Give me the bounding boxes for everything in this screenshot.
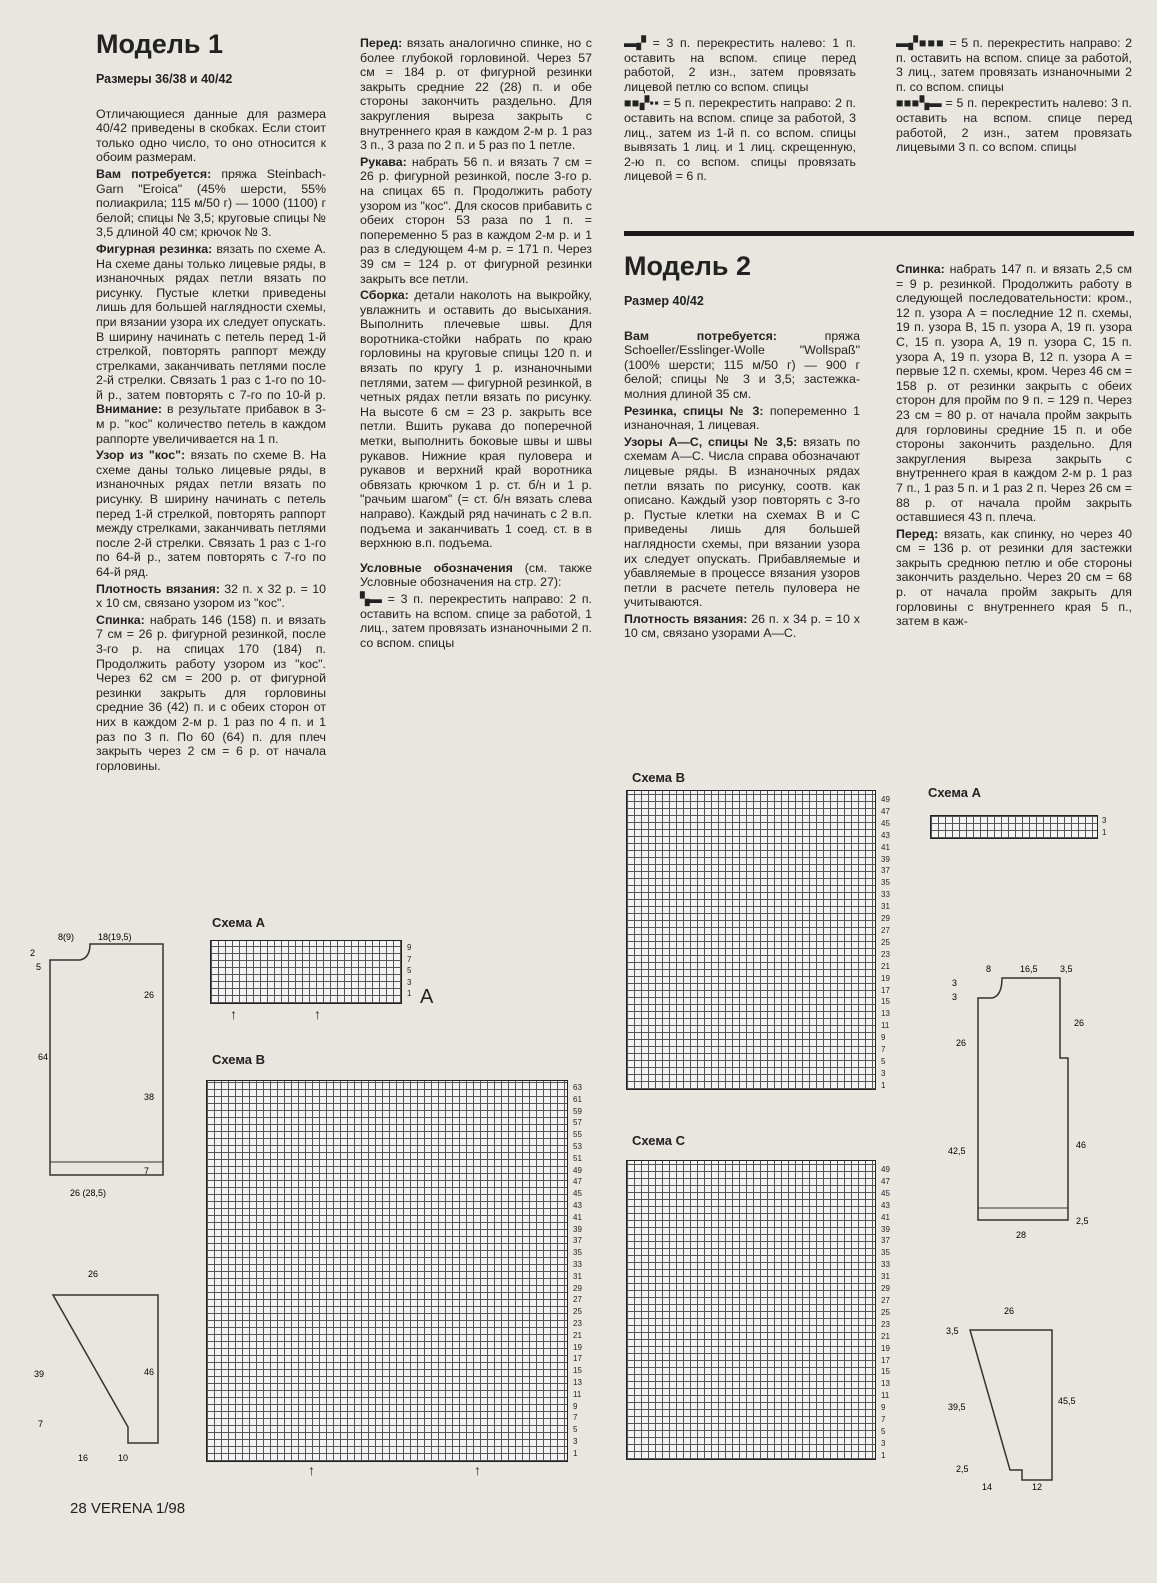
row-number: 43 — [881, 830, 890, 840]
row-number: 7 — [881, 1045, 886, 1055]
dim-lower-left: 42,5 — [948, 1146, 966, 1156]
row-number: 63 — [573, 1083, 582, 1092]
cross-left-3-icon: ▬▞ — [624, 36, 646, 50]
row-number: 39 — [881, 1224, 890, 1234]
section-divider — [624, 231, 1134, 236]
model2-schema-c-rows — [881, 1164, 890, 1462]
repeat-arrow-icon: ↑ — [474, 1462, 481, 1478]
row-number: 37 — [881, 866, 890, 876]
model1-legend-4: ▬▞■■■ = 5 п. перекрестить направо: 2 п. оставить на вспом. спице за работой, 3 лиц., затем провязать изнаночными 2 п. со вспом. спицы — [896, 36, 1132, 94]
row-number: 13 — [881, 1379, 890, 1389]
row-number: 61 — [573, 1094, 582, 1104]
row-number: 47 — [881, 806, 890, 816]
row-number: 15 — [881, 997, 890, 1007]
row-number: 11 — [881, 1021, 890, 1031]
repeat-arrow-icon: ↑ — [314, 1006, 321, 1022]
model1-legend-2: ▬▞ = 3 п. перекрестить налево: 1 п. оставить на вспом. спице перед работой, 2 изн., затем провязать лицевой петлю со вспом. спицы — [624, 36, 856, 94]
dim-width: 26 (28,5) — [70, 1188, 107, 1198]
model1-front: Перед: вязать аналогично спинке, но с более глубокой горловиной. Через 57 см = 184 р. от фигурной резинки закрыть средние 22 (28) п. и обе стороны закончить раздельно. Для закругления выреза закрыть с внутреннего края в каждом 2-м р. 1 раз 3 п., 3 раза по 2 п. и 5 раз по 1 петле. — [360, 36, 592, 153]
row-number: 11 — [881, 1391, 890, 1401]
row-number: 47 — [881, 1176, 890, 1186]
dim-upper-left: 26 — [956, 1038, 967, 1048]
dim-sleeve-bottom-r: 12 — [1032, 1482, 1043, 1492]
model1-assembly: Сборка: детали наколоть на выкройку, увлажнить и оставить до высыхания. Выполнить плечевые швы. Для воротника-стойки набрать по краю горловины на круговые спицы 120 п. и вязать по кругу 1 р. изнаночными петлями, затем — фигурной резинкой, в четных рядах петли вязать по рисунку. На высоте 6 см = 23 р. закрыть все петли. Вшить рукава до поперечной метки, выполнить боковые швы и швы рукавов. Нижние края пуловера и рукавов и верхний край воротника обвязать крючком 1 р. ст. б/н и 1 р. "рачьим шагом" (= ст. б/н вязать слева направо). Каждый ряд начинать с 2 в.п. подъема и заканчивать 1 соед. ст. в в верхнюю в.п. подъема. — [360, 288, 592, 551]
model2-need: Вам потребуется: пряжа Schoeller/Esslinger-Wolle "Wollspaß" (100% шерсти; 115 м/50 г) — 900 г белой; спицы № 3 и 3,5; застежка-молния длиной 35 см. — [624, 328, 860, 401]
row-number: 43 — [573, 1200, 582, 1210]
model1-column-3 — [624, 36, 856, 186]
row-number: 31 — [881, 902, 890, 912]
page-footer: 28 VERENA 1/98 — [70, 1500, 186, 1517]
row-number: 25 — [881, 1307, 890, 1317]
model2-schema-c-label: Схема С — [632, 1133, 686, 1148]
row-number: 27 — [881, 1295, 890, 1305]
row-number: 29 — [881, 1284, 890, 1294]
model1-legend-3: ■■▞▪▪ = 5 п. перекрестить направо: 2 п. оставить на вспом. спице за работой, 3 лиц., затем из 1-й п. со вспом. спицы вывязать 1 лиц. и 1 лиц. скрещенную, 2-ю п. со вспом. спицы провязать лицевой = 6 п. — [624, 96, 856, 184]
dim-sleeve-bottom-r: 10 — [118, 1453, 129, 1463]
row-number: 13 — [573, 1377, 582, 1387]
model1-intro: Отличающиеся данные для размера 40/42 приведены в скобках. Если стоит только одно число, то оно относится к обоим размерам. — [96, 106, 326, 165]
row-number: 33 — [573, 1259, 582, 1269]
model2-schema-a-grid — [930, 815, 1098, 839]
dim-lower-height: 38 — [144, 1092, 155, 1102]
cross-right-5-twist-icon: ■■▞▪▪ — [624, 96, 660, 111]
dim-shoulder-width: 18(19,5) — [98, 932, 132, 942]
row-number: 41 — [573, 1212, 582, 1222]
model1-cables: Узор из "кос": вязать по схеме В. На схеме даны только лицевые ряды, в изнаночных рядах петли вязать по рисунку. В ширину начинать с петель перед 1-й стрелкой, повторять раппорт между стрелками, заканчивать петлями после 2-й стрелки. Связать 1 раз с 1-го по 64-й р., затем повторять с 7-го по 64-й ряд. — [96, 448, 326, 579]
row-number: 23 — [573, 1318, 582, 1328]
dim-neck-depth-2: 3 — [952, 992, 958, 1002]
row-number: 23 — [881, 949, 890, 959]
dim-sleeve-right: 46 — [144, 1367, 155, 1377]
row-number: 49 — [881, 795, 890, 804]
row-number: 41 — [881, 1212, 890, 1222]
row-number: 39 — [881, 854, 890, 864]
model1-sleeves: Рукава: набрать 56 п. и вязать 7 см = 26 р. фигурной резинкой, после 3-го р. на спицах 65 п. Продолжить работу узором из "кос". Для скосов прибавить с обеих сторон 53 раза по 1 п. = попеременно 5 раз в каждом 2-м р. и 1 раз в следующем 4-м р. = 171 п. Через 39 см = 124 р. от фигурной резинки закрыть все петли. — [360, 154, 592, 286]
cross-left-5-icon: ■■■▚▬ — [896, 96, 942, 111]
model1-column-1 — [96, 28, 326, 775]
model1-legend-5: ■■■▚▬ = 5 п. перекрестить налево: 3 п. оставить на вспом. спице перед работой, 2 изн., затем провязать лицевыми 3 п. со вспом. спицы — [896, 96, 1132, 155]
dim-neck-depth: 3 — [952, 978, 958, 988]
row-number: 13 — [881, 1009, 890, 1019]
row-number: 17 — [881, 1355, 890, 1365]
row-number: 3 — [881, 1068, 886, 1078]
row-number: 33 — [881, 1260, 890, 1270]
cross-right-3-icon: ▚▬ — [360, 591, 382, 606]
dim-hem: 2,5 — [1076, 1216, 1089, 1226]
model1-back: Спинка: набрать 146 (158) п. и вязать 7 см = 26 р. фигурной резинкой, после 3-го р. на спицах 170 (184) п. Продолжить работу узором из "кос". Через 62 см = 200 р. от фигурной резинки закрыть для горловины средние 36 (42) п. и с обеих сторон от них в каждом 2-м р. 1 раз по 4 п. и 1 раз по 3 п. По 60 (64) п. для плеч закрыть через 2 см = 6 р. от начала горловины. — [96, 612, 326, 773]
dim-hem: 7 — [144, 1166, 150, 1176]
dim-neck: 8 — [986, 964, 992, 974]
model2-schema-b-label: Схема В — [632, 770, 686, 785]
row-number: 29 — [573, 1283, 582, 1293]
model1-schema-a-mark: A — [420, 986, 434, 1008]
row-number: 41 — [881, 842, 890, 852]
dim-neck-depth-2: 5 — [36, 962, 42, 972]
model1-schema-a-grid — [210, 940, 402, 1004]
model1-sleeve-schematic — [28, 1265, 168, 1465]
row-number: 45 — [573, 1189, 582, 1199]
row-number: 21 — [881, 961, 890, 971]
model2-schema-a-label: Схема А — [928, 785, 982, 800]
row-number: 3 — [573, 1436, 578, 1446]
row-number: 29 — [881, 914, 890, 924]
row-number: 19 — [881, 973, 890, 983]
row-number: 25 — [573, 1307, 582, 1317]
row-number: 15 — [881, 1367, 890, 1377]
row-number: 21 — [573, 1330, 582, 1340]
model1-schema-a-label: Схема А — [212, 915, 266, 930]
dim-upper-right: 26 — [1074, 1018, 1085, 1028]
row-number: 15 — [573, 1366, 582, 1376]
row-number: 19 — [881, 1343, 890, 1353]
model1-gauge: Плотность вязания: 32 п. х 32 р. = 10 х 10 см, связано узором из "кос". — [96, 581, 327, 611]
row-number: 9 — [573, 1401, 578, 1411]
row-number: 19 — [573, 1342, 582, 1352]
row-number: 37 — [881, 1236, 890, 1246]
dim-sleeve-top: 26 — [88, 1269, 99, 1279]
row-number: 35 — [881, 1248, 890, 1258]
row-number: 45 — [881, 818, 890, 828]
row-number: 9 — [881, 1403, 886, 1413]
row-number: 3 — [881, 1438, 886, 1448]
row-number: 5 — [881, 1426, 886, 1436]
model2-front: Перед: вязать, как спинку, но через 40 см = 136 р. от резинки для застежки закрыть среднюю петлю и обе стороны закончить раздельно. Через 20 см = 68 р. от начала пройм закрыть для горловины с внутреннего края 5 п., затем в каж- — [896, 526, 1132, 629]
model2-schema-b-grid — [626, 790, 876, 1090]
model1-legend-intro: Условные обозначения (см. также Условные обозначения на стр. 27): — [360, 560, 592, 590]
row-number: 21 — [881, 1331, 890, 1341]
row-number: 43 — [881, 1200, 890, 1210]
repeat-arrow-icon: ↑ — [230, 1006, 237, 1022]
model1-title: Модель 1 — [96, 29, 224, 59]
row-number: 37 — [573, 1236, 582, 1246]
model1-schema-b-label: Схема В — [212, 1052, 266, 1067]
dim-sleeve-left-b: 7 — [38, 1419, 44, 1429]
model1-legend-1: ▚▬ = 3 п. перекрестить направо: 2 п. оставить на вспом. спице за работой, 1 лиц., затем провязать изнаночными 2 п. со вспом. спицы — [360, 591, 592, 650]
dim-lower-right: 46 — [1076, 1140, 1087, 1150]
model2-schema-a-rows: 3 1 — [1102, 816, 1107, 837]
cross-right-5-icon: ▬▞■■■ — [896, 36, 945, 50]
row-number: 49 — [881, 1165, 890, 1174]
repeat-arrow-icon: ↑ — [308, 1462, 315, 1478]
model1-rib: Фигурная резинка: вязать по схеме А. На схеме даны только лицевые ряды, в изнаночных рядах петли вязать по рисунку. Пустые клетки приведены лишь для большей наглядности схемы, при вязании узора их следует опускать. В ширину начинать с петель перед 1-й стрелкой, повторять раппорт между стрелками, заканчивать петлями после 2-й стрелки. Связать 1 раз с 1-го по 10-й р., затем повторять с 7-го по 10-й р. Внимание: в результате прибавок в 3-м р. "кос" количество петель в каждом раппорте увеличивается на 1 п. — [96, 241, 326, 446]
row-number: 1 — [881, 1450, 886, 1460]
row-number: 27 — [573, 1295, 582, 1305]
model2-gauge: Плотность вязания: 26 п. х 34 р. = 10 х 10 см, связано узорами А—С. — [624, 611, 860, 641]
dim-sleeve-top: 26 — [1004, 1306, 1015, 1316]
row-number: 9 — [881, 1033, 886, 1043]
model1-body-schematic — [28, 930, 168, 1200]
model2-schema-c-grid — [626, 1160, 876, 1460]
row-number: 51 — [573, 1153, 582, 1163]
row-number: 39 — [573, 1224, 582, 1234]
row-number: 7 — [881, 1415, 886, 1425]
row-number: 17 — [573, 1354, 582, 1364]
dim-sleeve-left-b: 2,5 — [956, 1464, 969, 1474]
row-number: 5 — [881, 1056, 886, 1066]
dim-upper-height: 26 — [144, 990, 155, 1000]
dim-sleeve-right: 45,5 — [1058, 1396, 1076, 1406]
row-number: 23 — [881, 1319, 890, 1329]
dim-sleeve-left-top: 3,5 — [946, 1326, 959, 1336]
row-number: 59 — [573, 1106, 582, 1116]
dim-armhole-width: 3,5 — [1060, 964, 1073, 974]
dim-width: 28 — [1016, 1230, 1027, 1240]
row-number: 7 — [573, 1413, 578, 1423]
row-number: 27 — [881, 925, 890, 935]
row-number: 47 — [573, 1177, 582, 1187]
dim-sleeve-left: 39,5 — [948, 1402, 966, 1412]
model2-column-1 — [624, 250, 860, 643]
dim-sleeve-left: 39 — [34, 1369, 45, 1379]
row-number: 17 — [881, 985, 890, 995]
model1-column-2 — [360, 36, 592, 652]
model2-patterns: Узоры А—С, спицы № 3,5: вязать по схемам А—С. Числа справа обозначают лицевые ряды. В изнаночных рядах петли вязать по рисунку, соотв. как описано. Каждый узор повторять с 3-го р. Пустые клетки на схемах В и С приведены лишь для большей наглядности схемы, при вязании узора их следует опускать. Прибавляемые и убавляемые в процессе вязания узоров петли в расчете петель пуловера не учитываются. — [624, 434, 860, 610]
row-number: 1 — [881, 1080, 886, 1090]
row-number: 45 — [881, 1188, 890, 1198]
row-number: 35 — [573, 1248, 582, 1258]
row-number: 31 — [881, 1272, 890, 1282]
model2-sizes: Размер 40/42 — [624, 294, 704, 308]
model2-rib: Резинка, спицы № 3: попеременно 1 изнаночная, 1 лицевая. — [624, 403, 860, 433]
model1-schema-a-rows: 9 7 5 3 1 — [407, 943, 412, 999]
dim-neck-depth: 2 — [30, 948, 36, 958]
model1-sizes: Размеры 36/38 и 40/42 — [96, 72, 233, 86]
row-number: 11 — [573, 1389, 582, 1399]
row-number: 53 — [573, 1141, 582, 1151]
row-number: 33 — [881, 890, 890, 900]
model2-schema-b-rows — [881, 794, 890, 1092]
row-number: 49 — [573, 1165, 582, 1175]
row-number: 1 — [573, 1448, 578, 1458]
row-number: 35 — [881, 878, 890, 888]
model2-column-2 — [896, 262, 1132, 631]
model1-column-4 — [896, 36, 1132, 157]
model2-sleeve-schematic — [940, 1300, 1100, 1525]
row-number: 25 — [881, 937, 890, 947]
row-number: 31 — [573, 1271, 582, 1281]
model2-back: Спинка: набрать 147 п. и вязать 2,5 см = 9 р. резинкой. Продолжить работу в следующей последовательности: кром., 12 п. узора А = последние 12 п. схемы, 19 п. узора В, 15 п. узора А, 19 п. узора С, 15 п. узора А, 19 п. узора С, 15 п. узора А, 19 п. узора В, 12 п. узора А = первые 12 п. схемы, кром. Через 46 см = 158 р. от резинки закрыть с обеих сторон для пройм по 9 п. = 129 п. Через 23 см = 80 р. от начала пройм закрыть для горловины средние 15 п. и обе стороны закончить раздельно. Для закругления выреза закрыть с внутреннего края в каждом 2-м р. 1 раз 7 п., 1 раз 5 п. и 1 раз 2 п. Через 26 см = 88 р. от начала пройм закрыть оставшиеся 43 п. плеча. — [896, 262, 1132, 525]
dim-sleeve-bottom-l: 16 — [78, 1453, 89, 1463]
dim-shoulder: 16,5 — [1020, 964, 1038, 974]
row-number: 5 — [573, 1425, 578, 1435]
model2-body-schematic — [930, 958, 1105, 1243]
row-number: 57 — [573, 1118, 582, 1128]
model2-title: Модель 2 — [624, 251, 752, 281]
dim-total-height: 64 — [38, 1052, 49, 1062]
model1-schema-b-grid — [206, 1080, 568, 1462]
model1-schema-b-rows — [573, 1082, 582, 1460]
dim-sleeve-bottom-l: 14 — [982, 1482, 993, 1492]
dim-neck-width: 8(9) — [58, 932, 75, 942]
row-number: 55 — [573, 1130, 582, 1140]
model1-need: Вам потребуется: пряжа Steinbach-Garn "Eroica" (45% шерсти, 55% полиакрила; 115 м/50 г) — 1000 (1100) г белой; спицы № 3,5; круговые спицы № 3,5 длиной 40 см; крючок № 3. — [96, 166, 326, 240]
